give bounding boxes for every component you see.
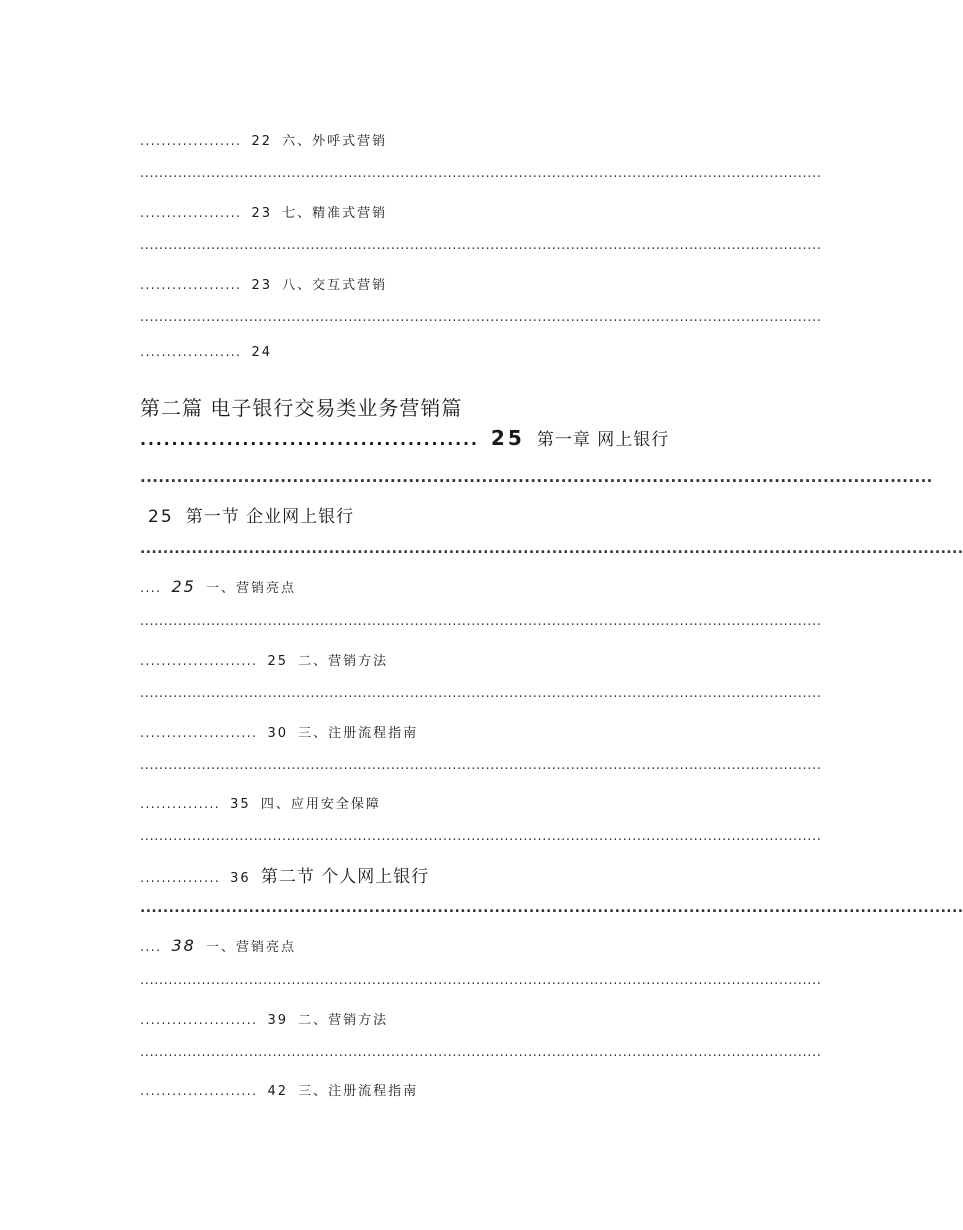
page-number: 25 [171,577,196,596]
page-number: 38 [171,936,196,955]
toc-entry[interactable] [140,425,669,450]
leader-dots: .... [140,581,162,596]
entry-title: 七、精准式营销 [282,206,388,221]
leader-dots: ................................................................................................................................................ [140,758,822,773]
page-number: 25 [267,654,288,669]
entry-title: 三、注册流程指南 [298,726,419,741]
leader-dots: ...................... [140,1084,258,1099]
toc-entry[interactable] [140,577,296,596]
entry-title: 第二节 个人网上银行 [260,867,430,887]
toc-entry[interactable] [140,274,387,293]
leader-dots: .................................................................................................................................. [140,468,933,486]
toc-entry[interactable] [140,1080,418,1099]
entry-title: 第一节 企业网上银行 [185,507,355,527]
toc-entry[interactable] [140,862,429,887]
leader-dots: ................................................................................................................................................ [140,541,963,557]
leader-dots: ...................... [140,1013,258,1028]
leader-dots: ................................................................................................................................................ [140,614,822,629]
leader-dots: ................... [140,134,242,149]
entry-title: 第一章 网上银行 [536,430,670,450]
page-number: 24 [251,345,273,360]
page-number: 36 [230,871,251,886]
leader-dots: ................................................................................................................................................ [140,238,822,253]
entry-title: 六、外呼式营销 [282,134,388,149]
leader-dots: ...................... [140,726,258,741]
toc-entry[interactable] [140,130,387,149]
entry-title: 三、注册流程指南 [298,1084,419,1099]
toc-entry[interactable] [140,936,296,955]
leader-dots: ................... [140,345,242,360]
leader-dots: ............... [140,871,220,886]
leader-dots: ................... [140,278,242,293]
page-number: 35 [230,797,251,812]
page-number: 22 [251,134,273,149]
toc-entry[interactable] [140,650,388,669]
entry-title: 一、营销亮点 [205,581,296,596]
leader-dots: ................................................................................................................................................ [140,829,822,844]
page-number: 39 [267,1013,288,1028]
leader-dots: ................................................................................................................................................ [140,1045,822,1060]
leader-dots: ............... [140,797,220,812]
page-number: 23 [251,206,273,221]
entry-title: 八、交互式营销 [282,278,388,293]
leader-dots: ........................................... [140,430,479,449]
leader-dots: ................... [140,206,242,221]
leader-dots: ................................................................................................................................................ [140,973,822,988]
page-number: 25 [490,426,525,450]
toc-entry[interactable] [140,722,418,741]
leader-dots: ................................................................................................................................................ [140,166,822,181]
part-title[interactable]: 第二篇 电子银行交易类业务营销篇 [140,396,463,420]
toc-entry[interactable] [140,202,387,221]
toc-entry[interactable] [140,1009,388,1028]
entry-title: 四、应用安全保障 [260,797,381,812]
toc-entry[interactable] [148,502,354,527]
entry-title: 二、营销方法 [298,1013,389,1028]
page-number: 42 [267,1084,288,1099]
leader-dots: ................................................................................................................................................ [140,686,822,701]
page-number: 30 [267,726,288,741]
toc-entry[interactable] [140,345,276,360]
entry-title: 一、营销亮点 [205,940,296,955]
leader-dots: ................................................................................................................................................ [140,310,822,325]
leader-dots: ...................... [140,654,258,669]
page-number: 25 [148,507,174,527]
entry-title: 二、营销方法 [298,654,389,669]
toc-entry[interactable] [140,793,381,812]
leader-dots: .... [140,940,162,955]
leader-dots: ................................................................................................................................................ [140,900,963,916]
page-number: 23 [251,278,273,293]
